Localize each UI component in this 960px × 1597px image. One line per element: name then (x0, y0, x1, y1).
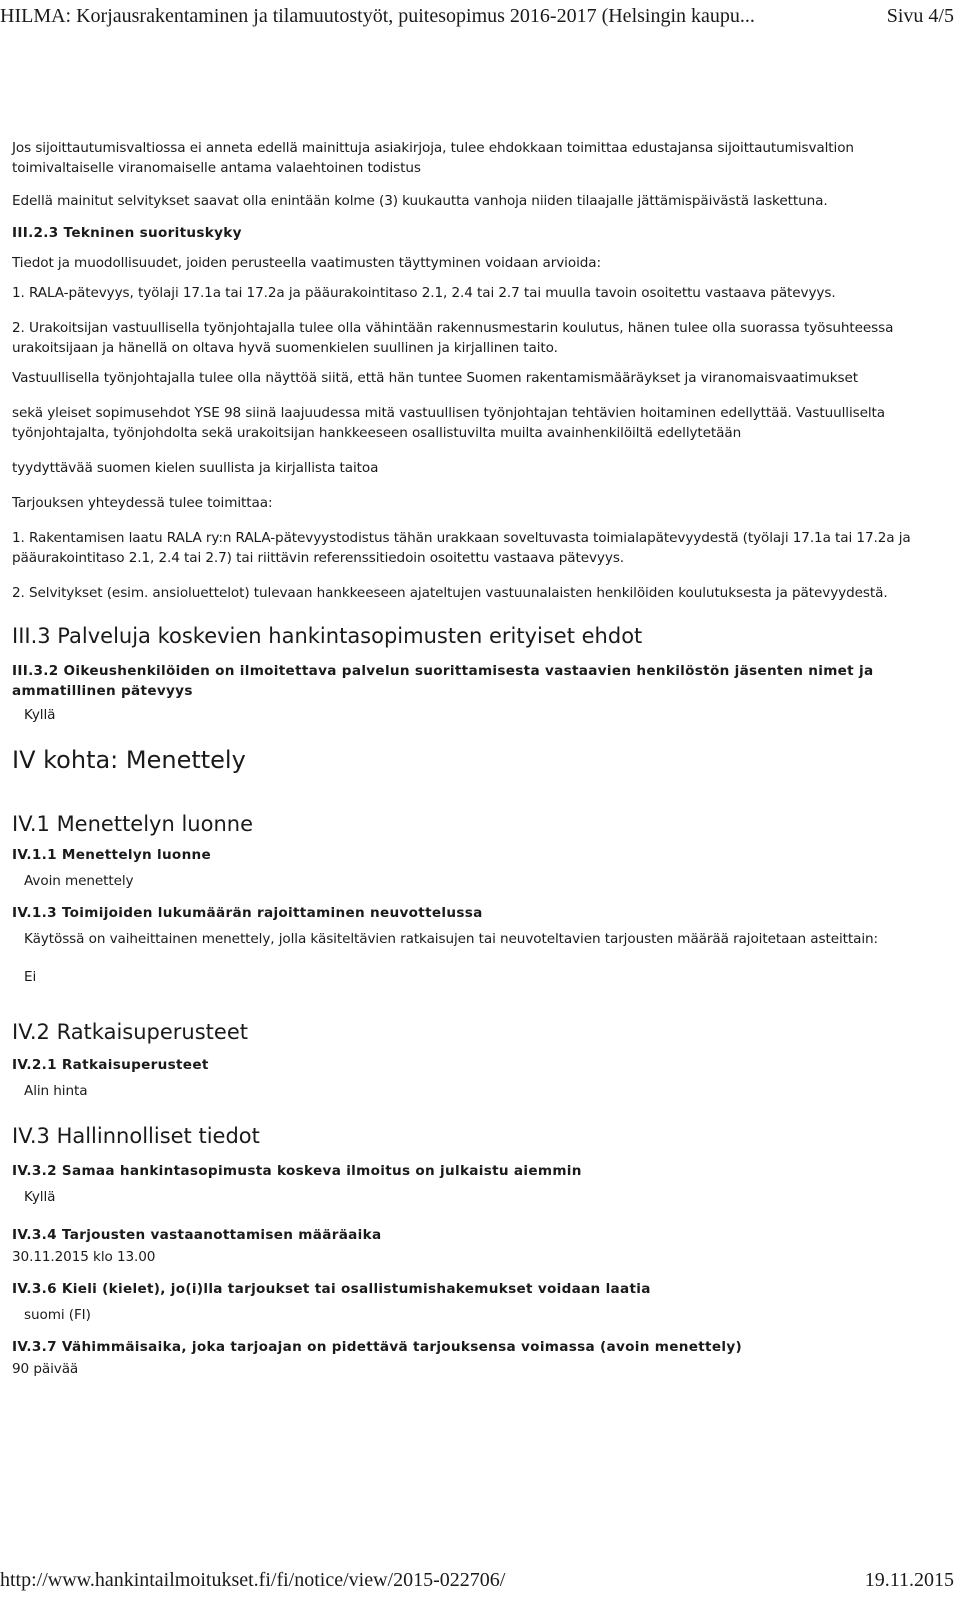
section-heading-iv-2-1: IV.2.1 Ratkaisuperusteet (12, 1057, 209, 1073)
paragraph-terms: sekä yleiset sopimusehdot YSE 98 siinä laajuudessa mitä vastuullisen työnjohtajan tehtävien hoitaminen edellyttää. Vastuulliselta työnjohtajalta, työnjohdolta sekä urakoitsijan hankkeeseen osallistuvilta muilta avainhenkilöiltä edellytetään (12, 405, 886, 441)
document-title: HILMA: Korjausrakentaminen ja tilamuutostyöt, puitesopimus 2016-2017 (Helsingin kaupu... (0, 5, 755, 27)
paragraph-site-manager: 2. Urakoitsijan vastuullisella työnjohtajalla tulee olla vähintään rakennusmestarin koulutus, hänen tulee olla suorassa työsuhteessa urakoitsijaan ja hänellä on oltava hyvä suomenkielen suullinen ja kirjallinen taito. (12, 320, 894, 356)
paragraph-deliverables: Tarjouksen yhteydessä tulee toimittaa: (12, 495, 273, 511)
section-heading-iv-3-2: IV.3.2 Samaa hankintasopimusta koskeva ilmoitus on julkaistu aiemmin (12, 1163, 582, 1179)
paragraph-criteria: Tiedot ja muodollisuudet, joiden perusteella vaatimusten täyttyminen voidaan arvioida: (12, 255, 601, 271)
section-heading-iii-3-2: III.3.2 Oikeushenkilöiden on ilmoitettava palvelun suorittamisesta vastaavien henkilöstön jäsenten nimet ja ammatillinen pätevyys (12, 663, 874, 699)
value-iii-3-2: Kyllä (24, 707, 56, 723)
section-heading-iv-1-1: IV.1.1 Menettelyn luonne (12, 847, 212, 863)
value-iv-3-4: 30.11.2015 klo 13.00 (12, 1249, 156, 1265)
notice-content (12, 138, 948, 1379)
section-heading-iv: IV kohta: Menettely (12, 746, 246, 774)
paragraph-rala-certificate: 1. Rakentamisen laatu RALA ry:n RALA-pätevyystodistus tähän urakkaan soveltuvasta toimialapätevyydestä (työlaji 17.1a tai 17.2a ja pääurakointitaso 2.1, 2.4 tai 2.7) tai riittävin referenssitiedoin osoitettu vastaava pätevyys. (12, 530, 911, 566)
value-iv-2-1: Alin hinta (24, 1083, 88, 1099)
section-heading-iii-3: III.3 Palveluja koskevien hankintasopimusten erityiset ehdot (12, 624, 643, 648)
section-heading-iii-2-3: III.2.3 Tekninen suorituskyky (12, 225, 242, 241)
paragraph-supporting-documents: Jos sijoittautumisvaltiossa ei anneta edellä mainittuja asiakirjoja, tulee ehdokkaan toimittaa edustajansa sijoittautumisvaltion toimivaltaiselle viranomaiselle antama valaehtoinen todistus (12, 140, 854, 176)
section-heading-iv-3-6: IV.3.6 Kieli (kielet), jo(i)lla tarjoukset tai osallistumishakemukset voidaan laatia (12, 1281, 651, 1297)
value-iv-3-6: suomi (FI) (24, 1307, 91, 1323)
section-heading-iv-2: IV.2 Ratkaisuperusteet (12, 1020, 248, 1044)
value-iv-3-7: 90 päivää (12, 1361, 79, 1377)
page-header (0, 0, 960, 34)
paragraph-cv-statements: 2. Selvitykset (esim. ansioluettelot) tulevaan hankkeeseen ajateltujen vastuunalaisten henkilöiden koulutuksesta ja pätevyydestä. (12, 585, 888, 601)
section-heading-iv-3-4: IV.3.4 Tarjousten vastaanottamisen määräaika (12, 1227, 382, 1243)
value-iv-1-1: Avoin menettely (24, 873, 134, 889)
paragraph-regulations: Vastuullisella työnjohtajalla tulee olla näyttöä siitä, että hän tuntee Suomen rakentamismääräykset ja viranomaisvaatimukset (12, 370, 858, 386)
section-heading-iv-3: IV.3 Hallinnolliset tiedot (12, 1124, 260, 1148)
source-url: http://www.hankintailmoitukset.fi/fi/notice/view/2015-022706/ (0, 1569, 506, 1591)
page-footer (0, 1566, 960, 1594)
section-heading-iv-1-3: IV.1.3 Toimijoiden lukumäärän rajoittaminen neuvottelussa (12, 905, 483, 921)
paragraph-rala-requirement: 1. RALA-pätevyys, työlaji 17.1a tai 17.2a ja pääurakointitaso 2.1, 2.4 tai 2.7 tai muulla tavoin osoitettu vastaava pätevyys. (12, 285, 836, 301)
paragraph-language-skills: tyydyttävää suomen kielen suullista ja kirjallista taitoa (12, 460, 379, 476)
section-heading-iv-1: IV.1 Menettelyn luonne (12, 812, 253, 836)
paragraph-validity: Edellä mainitut selvitykset saavat olla enintään kolme (3) kuukautta vanhoja niiden tilaajalle jättämispäivästä laskettuna. (12, 193, 828, 209)
paragraph-iv-1-3: Käytössä on vaiheittainen menettely, jolla käsiteltävien ratkaisujen tai neuvoteltavien tarjousten määrää rajoitetaan asteittain: (24, 931, 879, 947)
print-date: 19.11.2015 (864, 1569, 954, 1591)
value-iv-1-3: Ei (24, 969, 37, 985)
section-heading-iv-3-7: IV.3.7 Vähimmäisaika, joka tarjoajan on pidettävä tarjouksensa voimassa (avoin menettely) (12, 1339, 742, 1355)
page-number: Sivu 4/5 (886, 5, 954, 27)
value-iv-3-2: Kyllä (24, 1189, 56, 1205)
